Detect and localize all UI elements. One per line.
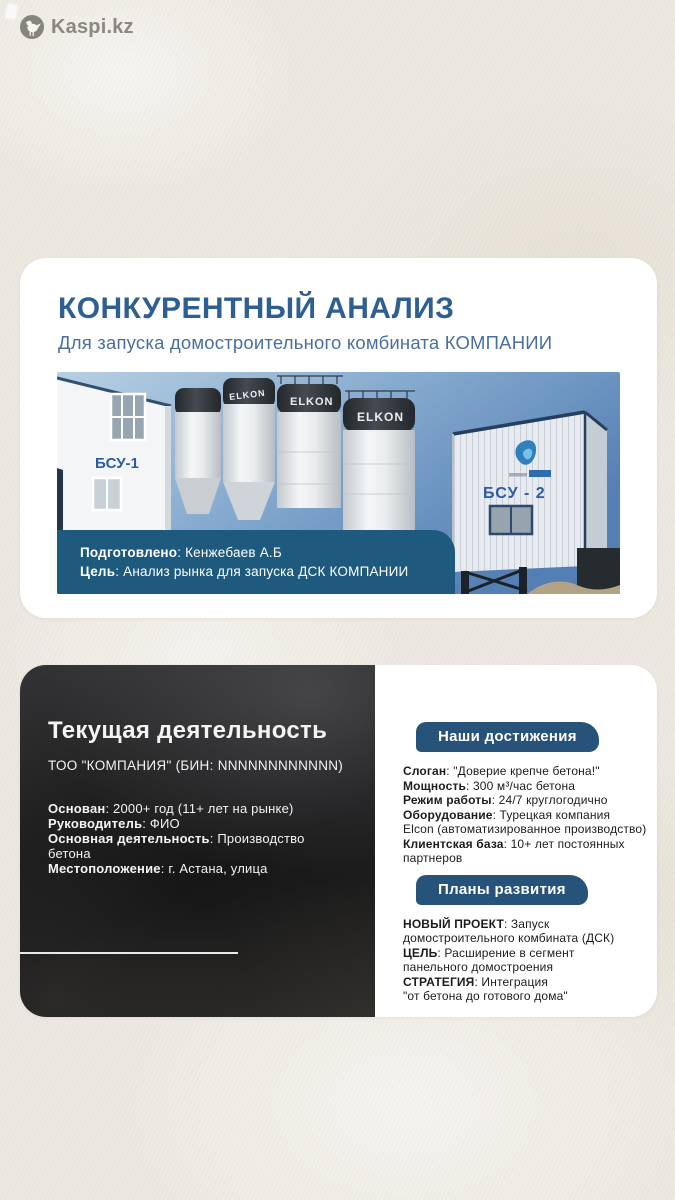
svg-text:ELKON: ELKON (228, 387, 267, 403)
achievement-line: партнеров (403, 851, 463, 865)
kaspi-brand[interactable] (20, 15, 134, 39)
achievements-header: Наши достижения (416, 722, 599, 752)
company-line: ТОО "КОМПАНИЯ" (БИН: NNNNNNNNNNNN) (48, 758, 344, 773)
plan-line: ЦЕЛЬ: Расширение в сегмент (403, 945, 575, 960)
svg-text:БСУ - 2: БСУ - 2 (483, 485, 546, 502)
kaspi-bird-icon (20, 15, 44, 39)
plan-line: СТРАТЕГИЯ: Интеграция (403, 974, 549, 989)
fact-line: Основан: 2000+ год (11+ лет на рынке) (48, 801, 294, 816)
svg-text:ELKON: ELKON (357, 410, 404, 424)
fact-line: бетона (48, 846, 91, 861)
achievement-line: Режим работы: 24/7 круглогодично (403, 793, 608, 807)
plant-photo[interactable] (57, 372, 620, 594)
plan-line: домостроительного комбината (ДСК) (403, 931, 615, 945)
photo-caption-overlay (57, 530, 455, 594)
fact-line: Основная деятельность: Производство (48, 831, 305, 846)
goal-line: Цель: Анализ рынка для запуска ДСК КОМПАНИИ (80, 564, 409, 579)
company-facts (48, 801, 305, 876)
achievement-line: Elcon (автоматизированное производство) (403, 822, 647, 836)
slide-subtitle: Для запуска домостроительного комбината КОМПАНИИ (58, 332, 553, 353)
plans-list (403, 917, 646, 1004)
plan-line: НОВЫЙ ПРОЕКТ: Запуск (403, 916, 550, 931)
plan-line: панельного домостроения (403, 960, 554, 974)
activity-slide-card (20, 665, 657, 1017)
svg-text:БСУ-1: БСУ-1 (95, 455, 139, 472)
current-activity-panel[interactable] (20, 665, 375, 1017)
activity-heading: Текущая деятельность (48, 717, 328, 744)
kaspi-brand-label: Kaspi.kz (51, 15, 134, 38)
achievements-list (403, 764, 646, 866)
achievement-line: Оборудование: Турецкая компания (403, 807, 611, 822)
achievement-line: Слоган: "Доверие крепче бетона!" (403, 764, 600, 778)
activity-details-column (375, 665, 666, 1017)
achievement-line: Мощность: 300 м³/час бетона (403, 778, 576, 793)
plan-line: "от бетона до готового дома" (403, 989, 568, 1003)
svg-text:ELKON: ELKON (290, 396, 334, 408)
analysis-slide-card (20, 258, 657, 618)
plans-header: Планы развития (416, 875, 588, 905)
corner-artifact (4, 3, 18, 20)
fact-line: Руководитель: ФИО (48, 816, 180, 831)
fact-line: Местоположение: г. Астана, улица (48, 861, 268, 876)
achievement-line: Клиентская база: 10+ лет постоянных (403, 836, 625, 851)
slide-title: КОНКУРЕНТНЫЙ АНАЛИЗ (58, 292, 455, 325)
prepared-by-line: Подготовлено: Кенжебаев А.Б (80, 545, 282, 560)
divider-line (20, 952, 238, 954)
